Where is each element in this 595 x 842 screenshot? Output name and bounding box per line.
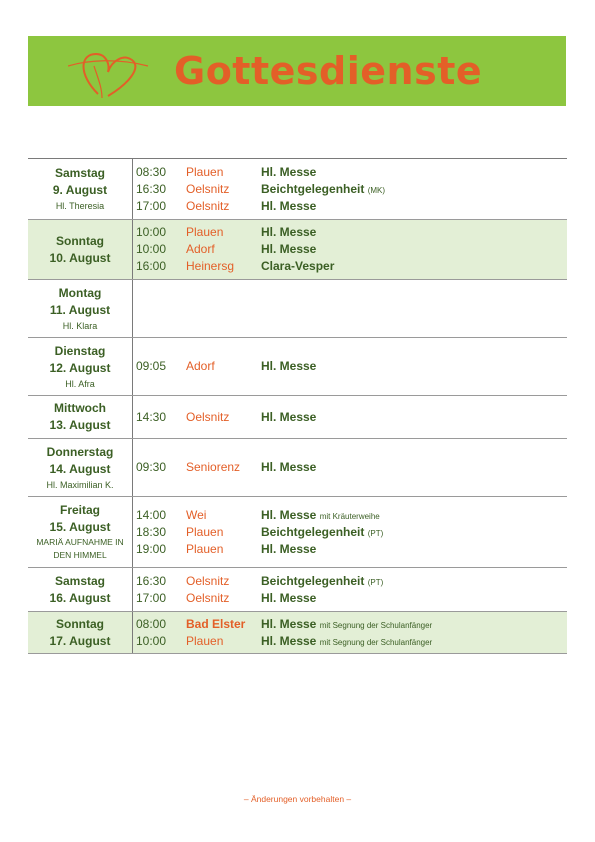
service-line — [136, 459, 567, 476]
service-note: (MK) — [367, 185, 386, 195]
service-kind — [261, 616, 432, 634]
service-kind-label: Beichtgelegenheit — [261, 573, 365, 588]
service-time: 08:00 — [136, 616, 167, 631]
header-banner — [28, 36, 566, 106]
day-row — [28, 568, 567, 612]
day-cell — [28, 439, 133, 496]
service-line — [136, 616, 567, 633]
service-kind-label: Hl. Messe — [261, 633, 317, 648]
day-cell — [28, 396, 133, 438]
page-title: Gottesdienste — [174, 49, 483, 93]
service-line — [136, 241, 567, 258]
service-line — [136, 524, 567, 541]
day-row — [28, 280, 567, 338]
service-place: Adorf — [186, 242, 215, 256]
service-place: Plauen — [186, 524, 224, 539]
service-line — [136, 541, 567, 558]
day-date: 12. August — [49, 360, 111, 375]
service-kind — [261, 409, 316, 426]
service-time: 19:00 — [136, 541, 167, 556]
service-time: 16:30 — [136, 181, 167, 196]
service-kind — [261, 164, 316, 181]
services-cell — [133, 612, 567, 653]
day-date: 16. August — [49, 590, 111, 605]
services-cell — [133, 338, 567, 395]
day-cell — [28, 220, 133, 279]
day-row — [28, 439, 567, 497]
day-name: Dienstag — [54, 343, 106, 358]
service-kind-label: Hl. Messe — [261, 359, 317, 373]
service-place: Oelsnitz — [186, 573, 230, 588]
day-row — [28, 220, 567, 280]
service-note: mit Segnung der Schulanfänger — [319, 620, 433, 630]
service-time: 09:05 — [136, 359, 167, 373]
service-kind — [261, 358, 316, 375]
day-cell — [28, 280, 133, 337]
service-line — [136, 258, 567, 275]
services-cell — [133, 497, 567, 567]
service-kind-label: Hl. Messe — [261, 164, 317, 179]
service-time: 14:30 — [136, 409, 167, 424]
service-kind-label: Hl. Messe — [261, 590, 317, 605]
service-time: 08:30 — [136, 164, 167, 179]
service-time: 17:00 — [136, 198, 167, 213]
service-line — [136, 224, 567, 241]
day-row — [28, 612, 567, 654]
service-kind — [261, 541, 316, 558]
service-kind-label: Beichtgelegenheit — [261, 181, 365, 196]
day-cell — [28, 612, 133, 653]
service-kind-label: Hl. Messe — [261, 242, 317, 256]
day-row — [28, 159, 567, 220]
service-kind — [261, 590, 316, 607]
service-note: mit Kräuterweihe — [319, 511, 380, 521]
day-row — [28, 338, 567, 396]
service-kind — [261, 181, 385, 199]
service-note: mit Segnung der Schulanfänger — [319, 637, 433, 647]
service-place: Oelsnitz — [186, 198, 230, 213]
service-place: Heinersg — [186, 259, 235, 273]
service-place: Wei — [186, 507, 207, 522]
service-line — [136, 507, 567, 524]
day-row — [28, 396, 567, 439]
saint-name: MARIÄ AUFNAHME IN DEN HIMMEL — [36, 537, 124, 560]
day-date: 15. August — [49, 520, 111, 534]
service-kind-label: Hl. Messe — [261, 198, 317, 213]
saint-name: Hl. Klara — [62, 320, 98, 331]
day-name: Donnerstag — [46, 444, 114, 459]
service-time: 10:00 — [136, 242, 167, 256]
services-cell — [133, 396, 567, 438]
day-name: Sonntag — [56, 616, 104, 631]
service-kind — [261, 524, 383, 542]
service-time: 09:30 — [136, 460, 167, 474]
service-kind-label: Hl. Messe — [261, 460, 317, 474]
heart-ribbon-icon — [68, 44, 152, 105]
service-time: 16:30 — [136, 573, 167, 588]
services-cell — [133, 568, 567, 611]
service-place: Adorf — [186, 359, 215, 373]
service-kind-label: Beichtgelegenheit — [261, 524, 365, 539]
day-date: 9. August — [52, 183, 108, 197]
day-cell — [28, 568, 133, 611]
service-place: Seniorenz — [186, 460, 241, 474]
service-line — [136, 590, 567, 607]
day-cell — [28, 338, 133, 395]
day-cell — [28, 497, 133, 567]
day-name: Freitag — [59, 503, 100, 517]
day-name: Mittwoch — [54, 401, 106, 415]
service-line — [136, 409, 567, 426]
services-cell — [133, 159, 567, 219]
service-kind-label: Hl. Messe — [261, 616, 317, 631]
service-line — [136, 358, 567, 375]
day-name: Sonntag — [56, 233, 104, 248]
services-cell — [133, 220, 567, 279]
service-kind — [261, 459, 316, 476]
day-row — [28, 497, 567, 568]
day-date: 11. August — [49, 302, 111, 317]
service-time: 17:00 — [136, 590, 167, 605]
service-line — [136, 573, 567, 590]
service-line — [136, 181, 567, 198]
service-place: Plauen — [186, 164, 224, 179]
service-kind — [261, 258, 334, 275]
day-date: 17. August — [49, 633, 111, 648]
service-kind — [261, 241, 316, 258]
service-kind — [261, 507, 380, 525]
service-kind-label: Hl. Messe — [261, 541, 317, 556]
schedule-table — [28, 158, 567, 654]
day-name: Montag — [58, 285, 102, 300]
service-place: Plauen — [186, 225, 224, 239]
service-kind — [261, 224, 316, 241]
service-place: Plauen — [186, 541, 224, 556]
service-kind-label: Hl. Messe — [261, 225, 317, 239]
day-date: 13. August — [49, 418, 111, 432]
service-time: 16:00 — [136, 259, 167, 273]
service-place: Oelsnitz — [186, 409, 230, 424]
services-cell — [133, 280, 567, 337]
service-time: 14:00 — [136, 507, 167, 522]
service-line — [136, 164, 567, 181]
footer-note: – Änderungen vorbehalten – — [243, 794, 352, 804]
day-cell — [28, 159, 133, 219]
service-line — [136, 198, 567, 215]
service-time: 18:30 — [136, 524, 167, 539]
service-place: Bad Elster — [186, 616, 246, 631]
saint-name: Hl. Afra — [65, 378, 95, 389]
day-date: 10. August — [49, 250, 111, 265]
service-kind-label: Hl. Messe — [261, 409, 317, 424]
service-time: 10:00 — [136, 633, 167, 648]
service-kind — [261, 573, 383, 591]
service-time: 10:00 — [136, 225, 167, 239]
service-line — [136, 633, 567, 650]
saint-name: Hl. Maximilian K. — [46, 479, 114, 490]
services-cell — [133, 439, 567, 496]
day-name: Samstag — [54, 573, 106, 588]
day-name: Samstag — [54, 166, 106, 180]
day-date: 14. August — [49, 461, 111, 476]
service-kind — [261, 633, 432, 651]
saint-name: Hl. Theresia — [55, 201, 105, 211]
service-place: Oelsnitz — [186, 590, 230, 605]
service-place: Oelsnitz — [186, 181, 230, 196]
service-kind-label: Hl. Messe — [261, 507, 317, 522]
service-kind-label: Clara-Vesper — [261, 259, 335, 273]
service-place: Plauen — [186, 633, 224, 648]
service-note: (PT) — [367, 528, 384, 538]
service-kind — [261, 198, 316, 215]
service-note: (PT) — [367, 577, 384, 587]
